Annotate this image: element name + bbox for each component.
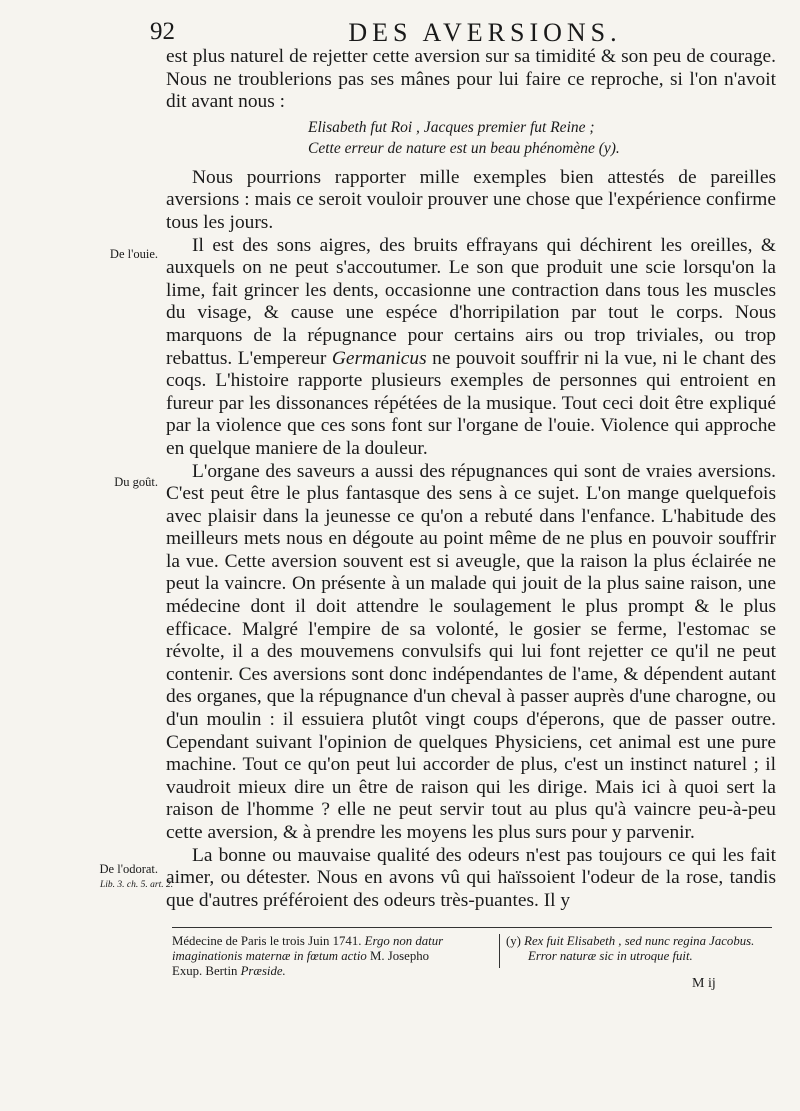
margin-ref-odorat: Lib. 3. ch. 5. art. 2. [100, 880, 174, 890]
footnote-mark-y: (y) [506, 934, 521, 948]
paragraph-3-rest: ne pouvoit souffrir ni la vue, ni le chant des coqs. L'histoire rapporte plusieurs exemples de personnes qui entroient en fureur par les dissonances répétées de la musique. Tout ceci doit être expliqué par la violence que ces sons font sur l'organe de l'ouie. Violence qui approche en quelque maniere de la douleur. [166, 347, 777, 459]
footnote-left [172, 934, 490, 979]
main-text [166, 46, 776, 912]
footnote-rule [172, 927, 772, 928]
footnote-left-line-1: Médecine de Paris le trois Juin 1741. [172, 934, 362, 948]
paragraph-2: Nous pourrions rapporter mille exemples bien attestés de pareilles aversions : mais ce seroit vouloir prouver une chose que l'expérience confirme tous les jours. [166, 166, 776, 233]
paragraph-4: L'organe des saveurs a aussi des répugnances qui sont de vraies aversions. C'est peut être le plus fantasque des sens à ce sujet. L'on mange quelquefois avec plaisir dans la jeunesse ce qu'on a rebuté dans l'enfance. L'habitude des meilleurs mets nous en dégoute au point même de ne plus en pouvoir souffrir la vue. Cette aversion souvent est si aveugle, que la raison la plus éclairée ne peut la vaincre. On présente à un malade qui jouit de la plus saine raison, une médecine dont il doit attendre le soulagement le plus prompt & le plus efficace. Malgré l'empire de sa volonté, le gosier se ferme, l'estomac se révolte, il a des mouvemens convulsifs qui lui font rejetter ce qu'il ne peut contenir. Ces aversions sont donc indépendantes de l'ame, & dépendent autant des organes, que la répugnance d'un cheval à passer auprès d'une charogne, ou d'un moulin : il essuiera plutôt vingt coups d'éperons, que de passer outre. Cependant suivant l'opinion de quelques Physiciens, cet animal est une pure machine. Tout ce qu'on peut lui accorder de plus, c'est un instinct naturel ; il vaudroit mieux dire un être de raison qui les dirige. Mais ici à quoi sert la raison de l'homme ? elle ne peut servir tout au plus qu'à vaincre peu-à-peu cette aversion, & à prendre les moyens les plus surs pour y parvenir. [166, 460, 776, 843]
verse-line-2: Cette erreur de nature est un beau phénomène (y). [308, 139, 620, 157]
footnote-left-line-1-italic: Ergo non datur [364, 934, 444, 948]
paragraph-3-text: Il est des sons aigres, des bruits effrayans qui déchirent les oreilles, & auxquels on ne peut s'accoutumer. Le son que produit une scie lorsqu'on la lime, fait grincer les dents, occasionne une contraction dans tous les muscles du visage, & cause une espéce d'horripilation par tout le corps. Nous marquons de la répugnance pour certains airs ou trop triviales, ou trop rebattus. L'empereur [166, 234, 776, 369]
paragraph-5: La bonne ou mauvaise qualité des odeurs n'est pas toujours ce qui les fait aimer, ou détester. Nous en avons vû qui haïssoient l'odeur de la rose, tandis que d'autres préféroient des odeurs très-puantes. Il y [166, 844, 776, 911]
germanicus-name: Germanicus [331, 347, 427, 369]
footnote-right [506, 934, 782, 964]
footnote-left-line-3-italic: Præside. [240, 964, 286, 978]
margin-note-odorat: De l'odorat. [99, 862, 158, 876]
running-title: DES AVERSIONS. [348, 18, 622, 47]
margin-note-ouie: De l'ouie. [109, 247, 158, 261]
paragraph-3 [166, 235, 776, 461]
verse-quote [308, 117, 776, 159]
footnote-divider [499, 934, 500, 968]
signature-mark: M ij [692, 976, 716, 991]
footnote-left-line-2: M. Josepho [370, 949, 430, 963]
page-header [150, 14, 790, 48]
footnote-left-line-3: Exup. Bertin [172, 964, 238, 978]
footnote-right-line-1: Rex fuit Elisabeth , sed nunc regina Jacobus. [524, 934, 755, 948]
margin-note-gout: Du goût. [114, 475, 158, 489]
footnote-left-line-2-italic: imaginationis maternæ in fœtum actio [172, 949, 367, 963]
page-number: 92 [150, 18, 175, 45]
paragraph-1: est plus naturel de rejetter cette aversion sur sa timidité & son peu de courage. Nous ne troublerions pas ses mânes pour lui faire ce reproche, si l'on n'avoit dit avant nous : [166, 46, 776, 113]
footnote-right-line-2: Error naturæ sic in utroque fuit. [528, 949, 693, 963]
verse-line-1: Elisabeth fut Roi , Jacques premier fut Reine ; [308, 118, 595, 136]
